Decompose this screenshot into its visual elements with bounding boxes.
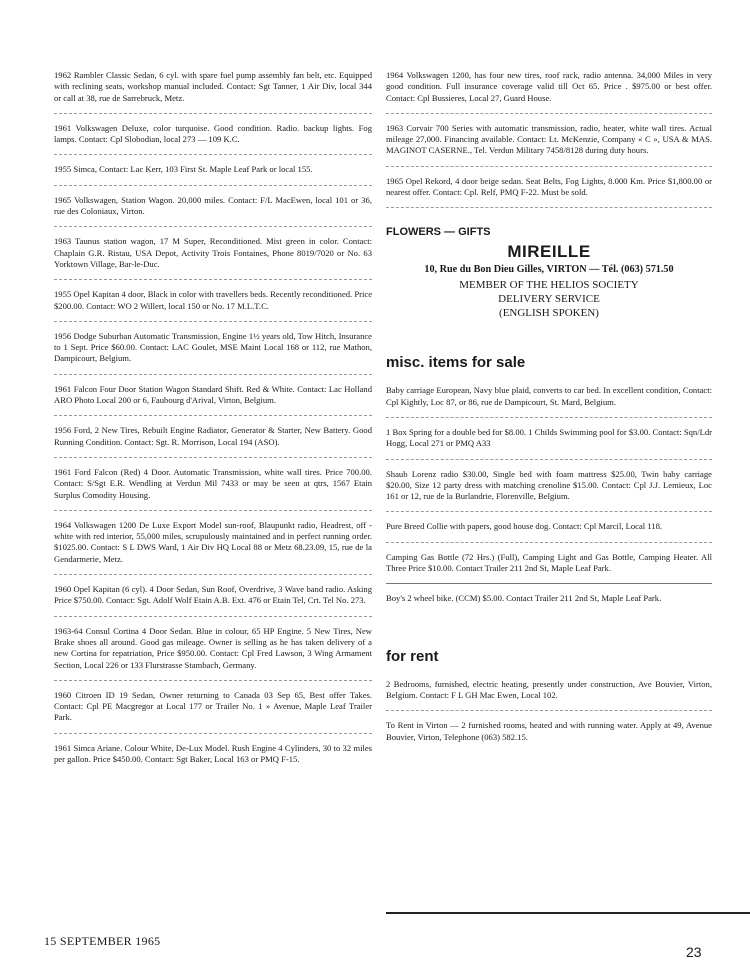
classified-ad: 1963 Taunus station wagon, 17 M Super, Reconditioned. Mist green in color. Contact: Chaplain G.R. Ristau, USA Depot, Activity Trois Fontaines, Phone 8019/7020 or No. 63 Yorktown Village, Bar-le-Duc. xyxy=(54,236,372,280)
classified-ad: To Rent in Virton — 2 furnished rooms, heated and with running water. Apply at 49, Avenue Bouvier, Virton, Telephone (063) 582.15. xyxy=(386,720,712,742)
right-column xyxy=(386,70,712,761)
shop-delivery: DELIVERY SERVICE xyxy=(498,293,600,306)
shop-membership: MEMBER OF THE HELIOS SOCIETY xyxy=(459,279,639,292)
classified-ad: 1956 Dodge Suburban Automatic Transmission, Engine 1½ years old, Tow Hitch, Insurance to 1 Sept. Price $60.00. Contact: LAC Goulet, MSE Maint Local 168 or 112, rue Mathon, Dampicourt, Belgium. xyxy=(54,331,372,375)
classified-ad: Shaub Lorenz radio $30.00, Single bed with foam mattress $25.00, Twin baby carriage $20.00, Size 12 party dress with matching crenoline $15.00. Contact: Cpl J.J. Lemieux, Loc 161 or 12, rue de la Burlandrie, Florenville, Belgium. xyxy=(386,469,712,513)
classified-ad: Camping Gas Bottle (72 Hrs.) (Full), Camping Light and Gas Bottle, Camping Heater. All Three Price $10.00. Contact Trailer 211 2nd St, Maple Leaf Park. xyxy=(386,552,712,585)
classified-ad: Boy's 2 wheel bike. (CCM) $5.00. Contact Trailer 211 2nd St, Maple Leaf Park. xyxy=(386,593,662,604)
classified-ad: 1961 Falcon Four Door Station Wagon Standard Shift. Red & White. Contact: Lac Holland ARO Photo Local 200 or 6, Faubourg d'Arival, Virton, Belgium. xyxy=(54,384,372,417)
footer-divider xyxy=(386,912,750,914)
flowers-heading: FLOWERS — GIFTS xyxy=(386,226,491,239)
classified-ad: 1964 Volkswagen 1200 De Luxe Export Model sun-roof, Blaupunkt radio, Headrest, off -white with red interior, 55,000 miles, scrupulously maintained and in perfect running order. $1025.00. Contact: S L DWS Ward, 1 Air Div HQ Local 88 or Metz 68.23.09, 15, rue de la Gendarmerie, Metz. xyxy=(54,520,372,575)
shop-language: (ENGLISH SPOKEN) xyxy=(499,307,599,320)
page-number: 23 xyxy=(686,944,702,960)
classified-ad: 1960 Citroen ID 19 Sedan, Owner returning to Canada 03 Sep 65, Best offer Takes. Contact: Cpl PE Macgregor at Local 177 or Trailer No. 1 » Avenue, Maple Leaf Trailer Park. xyxy=(54,690,372,734)
classified-ad: 1955 Opel Kapitan 4 door, Black in color with travellers beds. Recently reconditioned. Price $200.00. Contact: WO 2 Willert, local 150 or No. 17 M.L.T.C. xyxy=(54,289,372,322)
classified-ad: 1956 Ford, 2 New Tires, Rebuilt Engine Radiator, Generator & Starter, New Battery. Good Running Condition. Contact: Sgt. R. Morrison, Local 194 (ASO). xyxy=(54,425,372,458)
classified-ad: 1965 Opel Rekord, 4 door beige sedan. Seat Belts, Fog Lights, 8.000 Km. Price $1,800.00 or nearest offer. Contact: Cpl. Relf, PMQ F-22. Must be sold. xyxy=(386,176,712,209)
classified-ad: 1965 Volkswagen, Station Wagon. 20,000 miles. Contact: F/L MacEwen, local 101 or 36, rue des Coloniaux, Virton. xyxy=(54,195,372,228)
classified-ad: 1960 Opel Kapitan (6 cyl). 4 Door Sedan, Sun Roof, Overdrive, 3 Wave band radio. Asking Price $750.00. Contact: Sgt. Adolf Wolf Etain A.B. Ext. 476 or Etain Tel, Crt. Tel No. 273. xyxy=(54,584,372,617)
misc-section-heading: misc. items for sale xyxy=(386,354,526,372)
issue-date: 15 SEPTEMBER 1965 xyxy=(44,934,161,948)
classified-ad: Baby carriage European, Navy blue plaid, converts to car bed. In excellent condition, Contact: Cpl Kightly, Loc 87, or 86, rue de Dampicourt, St. Mard, Belgium. xyxy=(386,385,712,418)
classified-ad: 2 Bedrooms, furnished, electric heating, presently under construction, Ave Bouvier, Virton, Belgium. Contact: F L GH Mac Ewen, Local 102. xyxy=(386,679,712,712)
car-ads-column xyxy=(54,70,372,783)
flowers-advertisement xyxy=(386,226,712,320)
classified-ad: 1 Box Spring for a double bed for $8.00. 1 Childs Swimming pool for $3.00. Contact: Sqn/Ldr Hogg, Local 271 or PMQ A33 xyxy=(386,427,712,460)
classified-ad: Pure Breed Collie with papers, good house dog. Contact: Cpl Marcil, Local 118. xyxy=(386,521,712,542)
classified-ad: 1961 Simca Ariane. Colour White, De-Lux Model. Rush Engine 4 Cylinders, 30 to 32 miles per gallon. Price $450.00. Contact: Sgt Baker, Local 163 or PMQ F-15. xyxy=(54,742,372,764)
shop-name: MIREILLE xyxy=(507,242,591,262)
classified-ad: 1955 Simca, Contact: Lac Kerr, 103 First St. Maple Leaf Park or local 155. xyxy=(54,164,372,185)
classified-ad: 1961 Volkswagen Deluxe, color turquoise. Good condition. Radio. backup lights. Fog lamps. Contact: Cpl Slobodian, local 273 — 109 K.C. xyxy=(54,123,372,156)
classified-ad: 1962 Rambler Classic Sedan, 6 cyl. with spare fuel pump assembly fan belt, etc. Equipped with reclining seats, workshop manual included. Contact: Sgt Tanner, 1 Air Div, local 344 or call at 38, rue de Sarrebruck, Metz. xyxy=(54,70,372,114)
shop-address: 10, Rue du Bon Dieu Gilles, VIRTON — Tél. (063) 571.50 xyxy=(424,264,674,276)
classified-ad: 1963 Corvair 700 Series with automatic transmission, radio, heater, white wall tires. Actual mileage 27,000. Financing available. Contact: Lt. McKenzie, Company « C », USA & MAS. MAGINOT CASERNE., Tel. Verdun Military 7458/8128 during duty hours. xyxy=(386,123,712,167)
classified-ad: 1961 Ford Falcon (Red) 4 Door. Automatic Transmission, white wall tires. Price 700.00. Contact: S/Sgt E.R. Wendling at Verdun Mil 7433 or may be seen at qtrs, 1567 Etain Surplus Comodity Housing. xyxy=(54,467,372,511)
classified-ad: 1964 Volkswagen 1200, has four new tires, roof rack, radio antenna. 34,000 Miles in very good condition. Full insurance coverage valid till Oct 65. Price . $975.00 or best offer. Contact: Cpl Bussieres, Local 27, Guard House. xyxy=(386,70,712,114)
classified-ad: 1963-64 Consul Cortina 4 Door Sedan. Blue in colour, 65 HP Engine. 5 New Tires, New Brake shoes all around. Good gas mileage. Owner is selling as he has taken delivery of a new Cortina for repatriation, Price $950.00. Contact: Cpl Fred Lawson, 3 Wing Armament Section, Local 226 or 133 Flurstrasse Stambach, Germany. xyxy=(54,626,372,681)
rent-section-heading: for rent xyxy=(386,647,439,665)
